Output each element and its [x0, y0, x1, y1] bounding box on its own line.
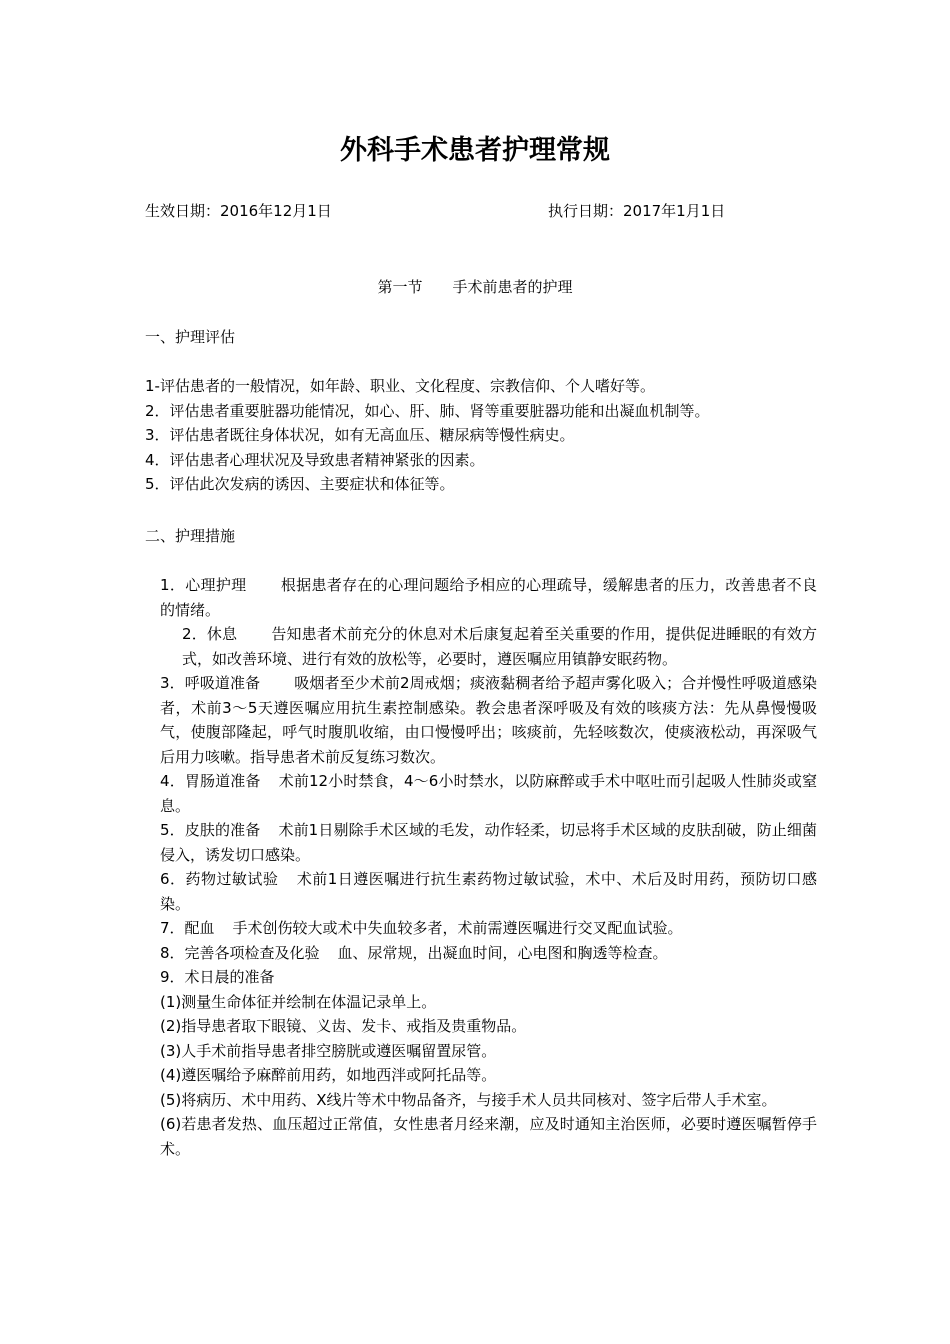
assessment-item: 5．评估此次发病的诱因、主要症状和体征等。: [145, 475, 455, 493]
measure-label: 1．心理护理: [160, 576, 247, 594]
measure-item: [145, 916, 817, 941]
assessment-item: 1-评估患者的一般情况，如年龄、职业、文化程度、宗教信仰、个人嗜好等。: [145, 377, 655, 395]
measure-item: [145, 622, 817, 671]
measure-text: 根据患者存在的心理问题给予相应的心理疏导，缓解患者的压力，改善患者不良的情绪。: [160, 576, 817, 619]
measure-item: [145, 867, 817, 916]
effective-date: 生效日期：2016年12月1日: [145, 202, 332, 220]
morning-item: (6)若患者发热、血压超过正常值，女性患者月经来潮，应及时通知主治医师，必要时遵医嘱暂停手术。: [160, 1115, 817, 1158]
document-title: 外科手术患者护理常规: [340, 135, 610, 166]
measure-text: 术前12小时禁食，4～6小时禁水，以防麻醉或手术中呕吐而引起吸人性肺炎或窒息。: [160, 772, 818, 815]
measure-item: [145, 671, 817, 769]
morning-item: (4)遵医嘱给予麻醉前用药，如地西泮或阿托品等。: [160, 1066, 497, 1084]
measure-text: 告知患者术前充分的休息对术后康复起着至关重要的作用，提供促进睡眠的有效方式，如改善环境、进行有效的放松等，必要时，遵医嘱应用镇静安眠药物。: [182, 625, 818, 668]
morning-item: (2)指导患者取下眼镜、义齿、发卡、戒指及贵重物品。: [160, 1017, 527, 1035]
measure-label: 6．药物过敏试验: [160, 870, 279, 888]
assessment-item: 3．评估患者既往身体状况，如有无高血压、糖尿病等慢性病史。: [145, 426, 575, 444]
measure-label: 7．配血: [160, 919, 215, 937]
morning-item: (5)将病历、术中用药、X线片等术中物品备齐，与接手术人员共同核对、签字后带人手术室。: [160, 1090, 777, 1109]
measure-text: 手术创伤较大或术中失血较多者，术前需遵医嘱进行交叉配血试验。: [232, 919, 683, 937]
measure-label: 8．完善各项检查及化验: [160, 943, 320, 962]
measure-label: 4．胃肠道准备: [160, 772, 261, 790]
section-heading: 第一节 手术前患者的护理: [377, 278, 573, 296]
measures-list: [145, 573, 817, 1161]
assessment-list: [145, 374, 817, 497]
morning-item: (3)人手术前指导患者排空膀胱或遵医嘱留置尿管。: [160, 1041, 497, 1060]
measure-text: 术前1日遵医嘱进行抗生素药物过敏试验，术中、术后及时用药，预防切口感染。: [160, 870, 817, 913]
measure-label: 9．术日晨的准备: [160, 968, 275, 986]
assessment-item: 4．评估患者心理状况及导致患者精神紧张的因素。: [145, 450, 485, 469]
measure-label: 5．皮肤的准备: [160, 821, 261, 839]
morning-item: (1)测量生命体征并绘制在体温记录单上。: [160, 992, 437, 1011]
execution-date: 执行日期：2017年1月1日: [548, 202, 726, 220]
measure-item: [145, 941, 817, 966]
measure-text: 血、尿常规，出凝血时间，心电图和胸透等检查。: [337, 943, 668, 962]
measure-item: [145, 965, 817, 990]
measure-text: 吸烟者至少术前2周戒烟；痰液黏稠者给予超声雾化吸入；合并慢性呼吸道感染者，术前3～5天遵医嘱应用抗生素控制感染。教会患者深呼吸及有效的咳痰方法：先从鼻慢慢吸气，使腹部隆起，呼气时腹肌收缩，由口慢慢呼出；咳痰前，先轻咳数次，使痰液松动，再深吸气后用力咳嗽。指导患者术前反复练习数次。: [160, 674, 817, 766]
measure-text: 术前1日剔除手术区域的毛发，动作轻柔，切忌将手术区域的皮肤刮破，防止细菌侵入，诱发切口感染。: [160, 821, 817, 864]
measure-label: 3．呼吸道准备: [160, 674, 261, 692]
measure-item: [145, 769, 817, 818]
date-row: [145, 199, 825, 225]
measure-item: [145, 573, 817, 622]
assessment-item: 2．评估患者重要脏器功能情况，如心、肝、肺、肾等重要脏器功能和出凝血机制等。: [145, 401, 710, 420]
assessment-heading: 一、护理评估: [145, 328, 236, 346]
measure-item: [145, 818, 817, 867]
measure-label: 2．休息: [182, 625, 238, 643]
measures-heading: 二、护理措施: [145, 527, 236, 545]
